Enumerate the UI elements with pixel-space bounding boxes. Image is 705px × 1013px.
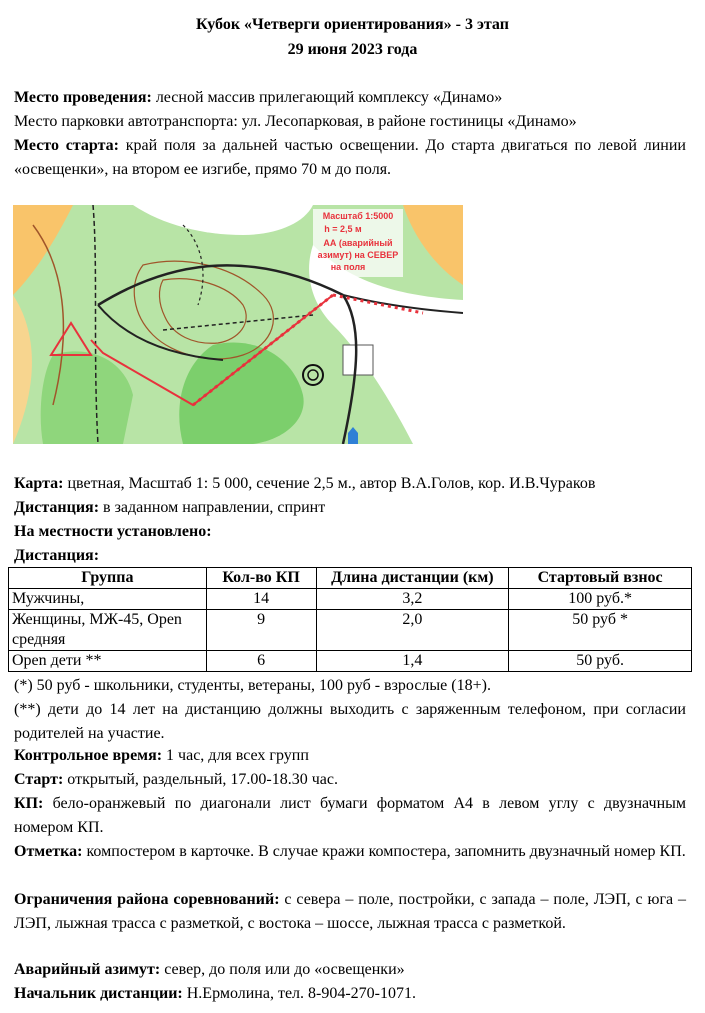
venue-line [14, 86, 686, 110]
venue-label: Место проведения: [14, 89, 152, 106]
terrain-label: На местности установлено: [14, 523, 212, 540]
marking-label: Отметка: [14, 843, 83, 860]
map-note-line5: на поля [330, 262, 366, 272]
map-note-line4: азимут) на СЕВЕР [317, 250, 399, 260]
limits-paragraph [14, 888, 686, 936]
terrain-line [14, 520, 686, 544]
distance-table [8, 567, 692, 672]
table-cell-group: Женщины, МЖ-45, Open средняя [9, 610, 207, 651]
chief-value: Н.Ермолина, тел. 8-904-270-1071. [182, 985, 417, 1002]
limits-value: с севера – поле, постройки, с запада – поле, ЛЭП, с юга – ЛЭП, лыжная трасса с разметкой, с востока – шоссе, лыжная трасса с разметкой. [14, 891, 687, 932]
start-place-paragraph [14, 134, 686, 182]
chief-label: Начальник дистанции: [14, 985, 183, 1002]
table-header-group: Группа [9, 568, 207, 589]
start-line [14, 768, 686, 792]
orienteering-map [13, 205, 463, 444]
start-value: открытый, раздельный, 17.00-18.30 час. [63, 771, 338, 788]
azimuth-line [14, 958, 686, 982]
map-info-label: Карта: [14, 475, 64, 492]
venue-value: лесной массив прилегающий комплексу «Динамо» [151, 89, 503, 106]
parking-line: Место парковки автотранспорта: ул. Лесопарковая, в районе гостиницы «Динамо» [14, 113, 577, 130]
table-header-kp: Кол-во КП [206, 568, 316, 589]
marking-paragraph [14, 840, 686, 864]
map-building-area [343, 345, 373, 375]
table-header-length: Длина дистанции (км) [316, 568, 509, 589]
table-cell-length: 2,0 [316, 610, 509, 651]
map-graphic [13, 205, 463, 444]
table-cell-group: Мужчины, [9, 589, 207, 610]
map-note-line1: Масштаб 1:5000 [322, 211, 394, 221]
map-note-line2: h = 2,5 м [324, 224, 362, 234]
children-note: (**) дети до 14 лет на дистанцию должны выходить с заряженным телефоном, при согласии родителей на участие. [14, 701, 686, 742]
table-cell-fee: 100 руб.* [509, 589, 692, 610]
distance-heading: Дистанция: [14, 547, 100, 564]
distance-type-label: Дистанция: [14, 499, 100, 516]
map-info-value: цветная, Масштаб 1: 5 000, сечение 2,5 м., автор В.А.Голов, кор. И.В.Чураков [63, 475, 596, 492]
table-row [9, 651, 692, 672]
control-time-value: 1 час, для всех групп [162, 747, 309, 764]
table-cell-kp: 14 [206, 589, 316, 610]
start-place-value: край поля за дальней частью освещении. До старта двигаться по левой линии «освещенки», на втором ее изгибе, прямо 70 м до поля. [14, 137, 686, 178]
azimuth-value: север, до поля или до «освещенки» [160, 961, 405, 978]
chief-line [14, 982, 686, 1006]
event-date: 29 июня 2023 года [287, 41, 418, 58]
marking-value: компостером в карточке. В случае кражи компостера, запомнить двузначный номер КП. [82, 843, 686, 860]
azimuth-label: Аварийный азимут: [14, 961, 161, 978]
map-info-line [14, 472, 686, 496]
distance-type-line [14, 496, 686, 520]
map-note-line3: АА (аварийный [323, 238, 393, 248]
table-cell-length: 3,2 [316, 589, 509, 610]
table-cell-length: 1,4 [316, 651, 509, 672]
table-row [9, 589, 692, 610]
distance-heading-line [14, 544, 686, 568]
control-time-line [14, 744, 686, 768]
table-cell-kp: 9 [206, 610, 316, 651]
start-place-label: Место старта: [14, 137, 119, 154]
table-row [9, 610, 692, 651]
kp-paragraph [14, 792, 686, 840]
kp-label: КП: [14, 795, 44, 812]
control-time-label: Контрольное время: [14, 747, 163, 764]
table-header-row [9, 568, 692, 589]
table-cell-fee: 50 руб. [509, 651, 692, 672]
start-label: Старт: [14, 771, 64, 788]
limits-label: Ограничения района соревнований: [14, 891, 280, 908]
kp-value: бело-оранжевый по диагонали лист бумаги форматом А4 в левом углу с двузначным номером КП. [14, 795, 686, 836]
table-cell-kp: 6 [206, 651, 316, 672]
table-cell-group: Open дети ** [9, 651, 207, 672]
table-cell-fee: 50 руб * [509, 610, 692, 651]
distance-type-value: в заданном направлении, спринт [99, 499, 326, 516]
table-header-fee: Стартовый взнос [509, 568, 692, 589]
event-title: Кубок «Четверги ориентирования» - 3 этап [196, 16, 509, 33]
fee-note: (*) 50 руб - школьники, студенты, ветераны, 100 руб - взрослые (18+). [14, 677, 491, 694]
